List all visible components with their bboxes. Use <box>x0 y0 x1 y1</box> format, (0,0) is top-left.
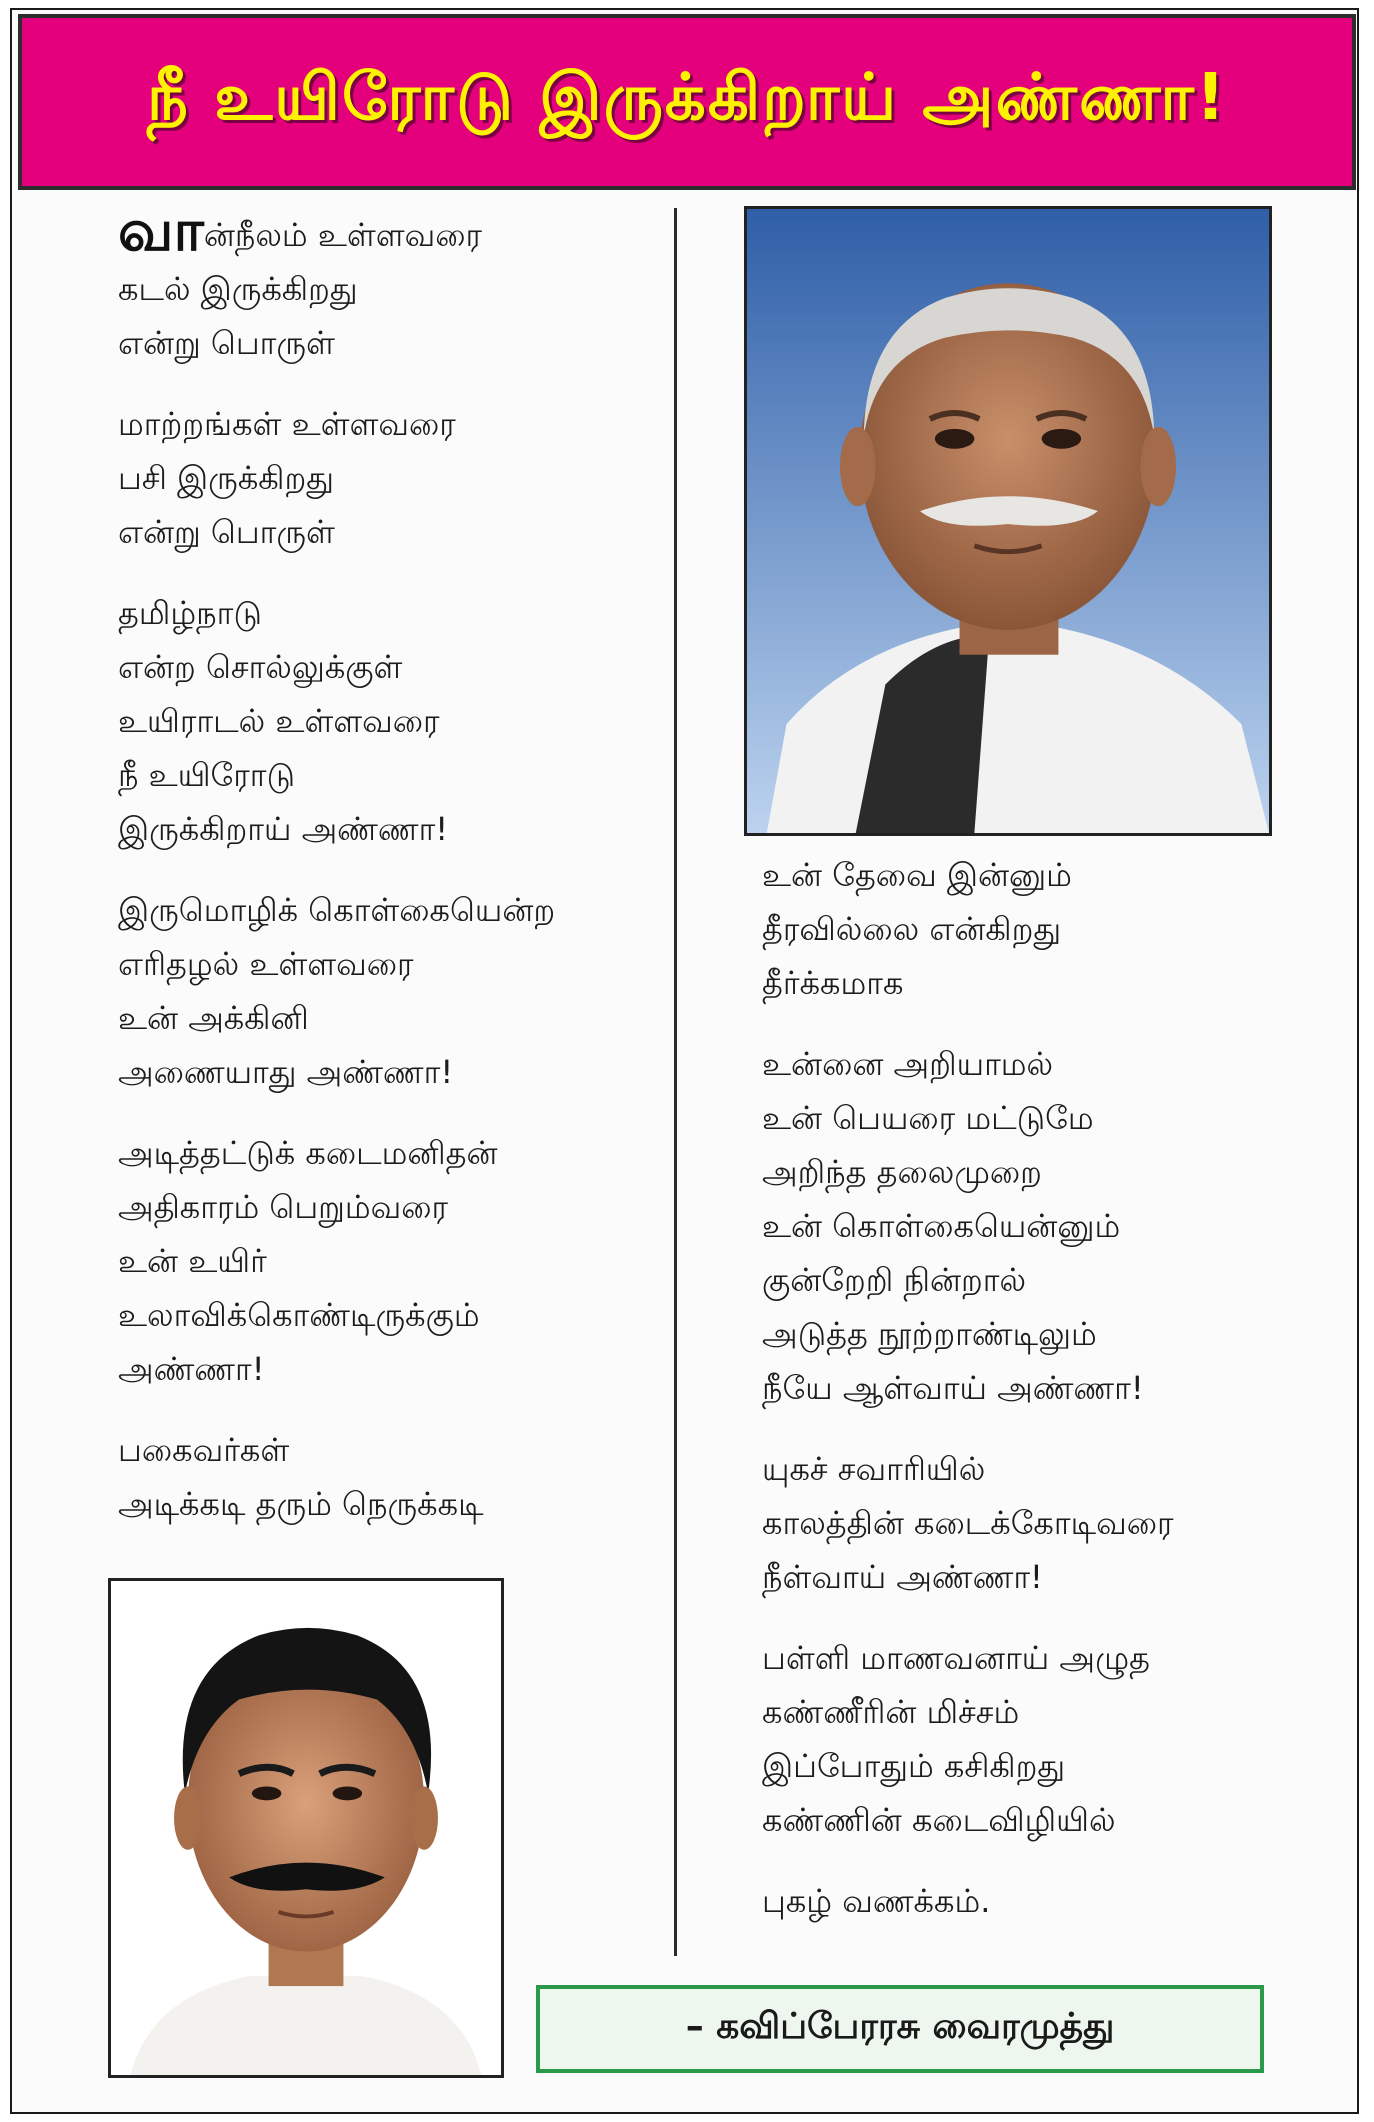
poem-line: அடித்தட்டுக் கடைமனிதன் <box>118 1134 498 1172</box>
portrait-photo-vairamuthu <box>108 1578 504 2078</box>
poem-line: நீயே ஆள்வாய் அண்ணா! <box>762 1369 1144 1407</box>
poem-line: இப்போதும் கசிகிறது <box>762 1747 1066 1785</box>
poem-line: தீரவில்லை என்கிறது <box>762 910 1062 948</box>
poem-line: அறிந்த தலைமுறை <box>762 1153 1042 1191</box>
signature-box <box>536 1985 1264 2073</box>
poem-stanza <box>762 1874 1322 1928</box>
poem-line: பகைவர்கள் <box>118 1431 290 1469</box>
portrait-photo-anna <box>744 206 1272 836</box>
poem-line: என்று பொருள் <box>118 324 335 362</box>
poem-stanza <box>118 883 658 1099</box>
poem-line: உயிராடல் உள்ளவரை <box>118 702 440 740</box>
poem-line: நீ உயிரோடு <box>118 756 296 794</box>
poem-line: மாற்றங்கள் உள்ளவரை <box>118 405 456 443</box>
poem-line: என்ற சொல்லுக்குள் <box>118 648 403 686</box>
poem-stanza <box>118 586 658 856</box>
poem-line: பசி இருக்கிறது <box>118 459 335 497</box>
column-divider <box>674 208 677 1956</box>
poem-line: அதிகாரம் பெறும்வரை <box>118 1188 449 1226</box>
poem-line: இருக்கிறாய் அண்ணா! <box>118 810 449 848</box>
poem-line: உன் உயிர் <box>118 1242 267 1280</box>
poem-stanza <box>762 1631 1322 1847</box>
poem-stanza <box>762 848 1322 1010</box>
poem-line <box>118 196 658 264</box>
poem-line: உன் பெயரை மட்டுமே <box>762 1099 1094 1137</box>
poem-line: உலாவிக்கொண்டிருக்கும் <box>118 1296 480 1334</box>
poem-line: கண்ணீரின் மிச்சம் <box>762 1693 1020 1731</box>
poem-line: தமிழ்நாடு <box>118 594 262 632</box>
poem-line: பள்ளி மாணவனாய் அழுத <box>762 1639 1150 1677</box>
poem-stanza <box>118 397 658 559</box>
poem-line: குன்றேறி நின்றால் <box>762 1261 1027 1299</box>
poem-line: உன்னை அறியாமல் <box>762 1045 1054 1083</box>
title-banner <box>18 14 1356 190</box>
poem-stanza <box>762 1037 1322 1415</box>
poem-line: அண்ணா! <box>118 1350 265 1388</box>
poem-stanza <box>762 1442 1322 1604</box>
left-column <box>118 196 658 1558</box>
poem-line: நீள்வாய் அண்ணா! <box>762 1558 1043 1596</box>
poem-line: தீர்க்கமாக <box>762 964 904 1002</box>
poem-line: என்று பொருள் <box>118 513 335 551</box>
poem-stanza <box>118 1126 658 1396</box>
poem-line: உன் கொள்கையென்னும் <box>762 1207 1121 1245</box>
poem-line: கண்ணின் கடைவிழியில் <box>762 1801 1116 1839</box>
poem-line: புகழ் வணக்கம். <box>762 1882 991 1920</box>
poem-stanza <box>118 196 658 370</box>
poet-signature: – கவிப்பேரரசு வைரமுத்து <box>685 2006 1115 2047</box>
drop-cap: வா <box>118 196 204 264</box>
poem-line-text: ன்நீலம் உள்ளவரை <box>203 216 483 254</box>
poem-line: யுகச் சவாரியில் <box>762 1450 986 1488</box>
poem-line: இருமொழிக் கொள்கையென்ற <box>118 891 556 929</box>
poem-line: உன் தேவை இன்னும் <box>762 856 1072 894</box>
right-column <box>762 848 1322 1955</box>
poem-line: காலத்தின் கடைக்கோடிவரை <box>762 1504 1174 1542</box>
poem-line: எரிதழல் உள்ளவரை <box>118 945 414 983</box>
poem-line: உன் அக்கினி <box>118 999 309 1037</box>
poem-line: அணையாது அண்ணா! <box>118 1053 454 1091</box>
poem-line: அடிக்கடி தரும் நெருக்கடி <box>118 1485 484 1523</box>
poem-line: அடுத்த நூற்றாண்டிலும் <box>762 1315 1097 1353</box>
poem-stanza <box>118 1423 658 1531</box>
poem-line: கடல் இருக்கிறது <box>118 270 358 308</box>
page-title: நீ உயிரோடு இருக்கிறாய் அண்ணா! <box>146 61 1228 135</box>
